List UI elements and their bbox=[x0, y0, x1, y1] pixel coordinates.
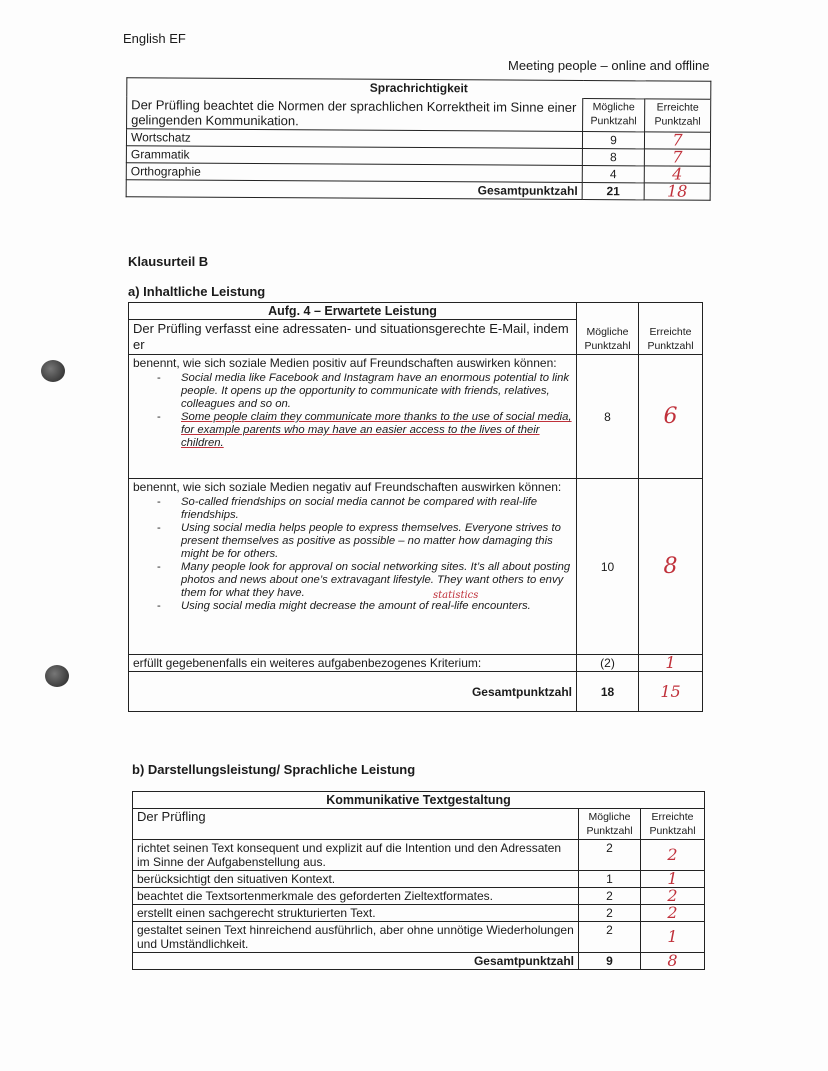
achieved-score: 7 bbox=[644, 148, 710, 165]
table-intro: Der Prüfling verfasst eine adressaten- und situationsgerechte E-Mail, indem er bbox=[129, 320, 577, 355]
list-item: - Social media like Facebook and Instagram have an enormous potential to link people. It opens up the opportunity to communicate with friends, relatives, colleagues and so on. bbox=[181, 372, 572, 411]
possible-score: (2) bbox=[577, 655, 639, 672]
list-item: - Using social media helps people to express themselves. Everyone strives to present themselves as positive as possible – no matter how damaging this might be for others. bbox=[181, 522, 572, 561]
achieved-score: 8 bbox=[639, 479, 703, 655]
kommunikative-textgestaltung-table bbox=[132, 791, 705, 970]
col-header-possible: Mögliche Punktzahl bbox=[577, 303, 639, 355]
total-possible: 18 bbox=[577, 672, 639, 712]
total-row bbox=[129, 672, 703, 712]
table-row bbox=[133, 888, 705, 905]
table-intro: Der Prüfling bbox=[133, 809, 579, 840]
total-possible: 21 bbox=[582, 182, 644, 199]
row-label: beachtet die Textsortenmerkmale des geforderten Zieltextformates. bbox=[133, 888, 579, 905]
criterion-positive bbox=[129, 355, 703, 479]
table-intro: Der Prüfling beachtet die Normen der sprachlichen Korrektheit im Sinne einer gelingenden Kommunikation. bbox=[127, 96, 583, 131]
punch-hole-icon bbox=[41, 360, 65, 382]
achieved-score: 2 bbox=[641, 888, 705, 905]
section-title: Klausurteil B bbox=[128, 254, 209, 269]
criterion-extra bbox=[129, 655, 703, 672]
topic-label: Meeting people – online and offline bbox=[508, 58, 710, 73]
achieved-score: 2 bbox=[641, 905, 705, 922]
possible-score: 2 bbox=[579, 888, 641, 905]
achieved-score: 1 bbox=[641, 922, 705, 953]
achieved-score: 2 bbox=[641, 840, 705, 871]
table-row bbox=[133, 840, 705, 871]
total-achieved: 18 bbox=[644, 182, 710, 199]
total-achieved: 15 bbox=[639, 672, 703, 712]
criterion-lead: benennt, wie sich soziale Medien negativ auf Freundschaften auswirken können: bbox=[133, 480, 562, 494]
table-row bbox=[133, 922, 705, 953]
handwritten-annotation: statistics bbox=[433, 590, 479, 601]
criterion-negative bbox=[129, 479, 703, 655]
total-label: Gesamtpunktzahl bbox=[126, 179, 582, 199]
total-row bbox=[126, 179, 710, 200]
achieved-score: 1 bbox=[639, 655, 703, 672]
list-item: - Some people claim they communicate more thanks to the use of social media, for example parents who may have an easier access to the lives of their children. bbox=[181, 411, 572, 450]
list-item: - Using social media might decrease the amount of real-life encounters. bbox=[181, 600, 572, 613]
row-label: erfüllt gegebenenfalls ein weiteres aufgabenbezogenes Kriterium: bbox=[129, 655, 577, 672]
punch-hole-icon bbox=[45, 665, 69, 687]
col-header-possible: Mögliche Punktzahl bbox=[579, 809, 641, 840]
list-item: - Many people look for approval on social networking sites. It’s all about posting photos and news about one’s extravagant lifestyle. They want others to envy them for what they have. bbox=[181, 561, 572, 600]
total-row bbox=[133, 953, 705, 970]
possible-score: 1 bbox=[579, 871, 641, 888]
table-title: Aufg. 4 – Erwartete Leistung bbox=[129, 303, 577, 320]
possible-score: 8 bbox=[577, 355, 639, 479]
possible-score: 2 bbox=[579, 922, 641, 953]
possible-score: 4 bbox=[582, 165, 644, 182]
criterion-lead: benennt, wie sich soziale Medien positiv auf Freundschaften auswirken können: bbox=[133, 356, 557, 370]
total-label: Gesamtpunktzahl bbox=[129, 672, 577, 712]
achieved-score: 7 bbox=[644, 131, 710, 148]
row-label: Orthographie bbox=[126, 162, 582, 182]
possible-score: 10 bbox=[577, 479, 639, 655]
total-achieved: 8 bbox=[641, 953, 705, 970]
row-label: erstellt einen sachgerecht strukturierten Text. bbox=[133, 905, 579, 922]
achieved-score: 4 bbox=[644, 165, 710, 182]
achieved-score: 6 bbox=[639, 355, 703, 479]
inhaltliche-leistung-table bbox=[128, 302, 703, 712]
possible-score: 2 bbox=[579, 905, 641, 922]
total-possible: 9 bbox=[579, 953, 641, 970]
row-label: gestaltet seinen Text hinreichend ausführlich, aber ohne unnötige Wiederholungen und Umständlichkeit. bbox=[133, 922, 579, 953]
table-title: Kommunikative Textgestaltung bbox=[133, 792, 705, 809]
subsection-a-heading: a) Inhaltliche Leistung bbox=[128, 284, 266, 299]
col-header-achieved: Erreichte Punktzahl bbox=[645, 99, 711, 132]
col-header-achieved: Erreichte Punktzahl bbox=[641, 809, 705, 840]
row-label: Wortschatz bbox=[126, 128, 582, 148]
row-label: richtet seinen Text konsequent und explizit auf die Intention und den Adressaten im Sinne der Aufgabenstellung aus. bbox=[133, 840, 579, 871]
row-label: berücksichtigt den situativen Kontext. bbox=[133, 871, 579, 888]
total-label: Gesamtpunktzahl bbox=[133, 953, 579, 970]
row-label: Grammatik bbox=[126, 145, 582, 165]
table-row bbox=[133, 905, 705, 922]
subsection-b-heading: b) Darstellungsleistung/ Sprachliche Leistung bbox=[132, 762, 416, 777]
possible-score: 2 bbox=[579, 840, 641, 871]
table-row bbox=[133, 871, 705, 888]
subject-label: English EF bbox=[123, 31, 186, 46]
list-item: - So-called friendships on social media cannot be compared with real-life friendships. bbox=[181, 496, 572, 522]
col-header-possible: Mögliche Punktzahl bbox=[583, 99, 645, 132]
possible-score: 8 bbox=[582, 148, 644, 165]
achieved-score: 1 bbox=[641, 871, 705, 888]
table-title: Sprachrichtigkeit bbox=[127, 78, 711, 100]
col-header-achieved: Erreichte Punktzahl bbox=[639, 303, 703, 355]
sprachrichtigkeit-table bbox=[126, 77, 712, 200]
possible-score: 9 bbox=[582, 131, 644, 148]
